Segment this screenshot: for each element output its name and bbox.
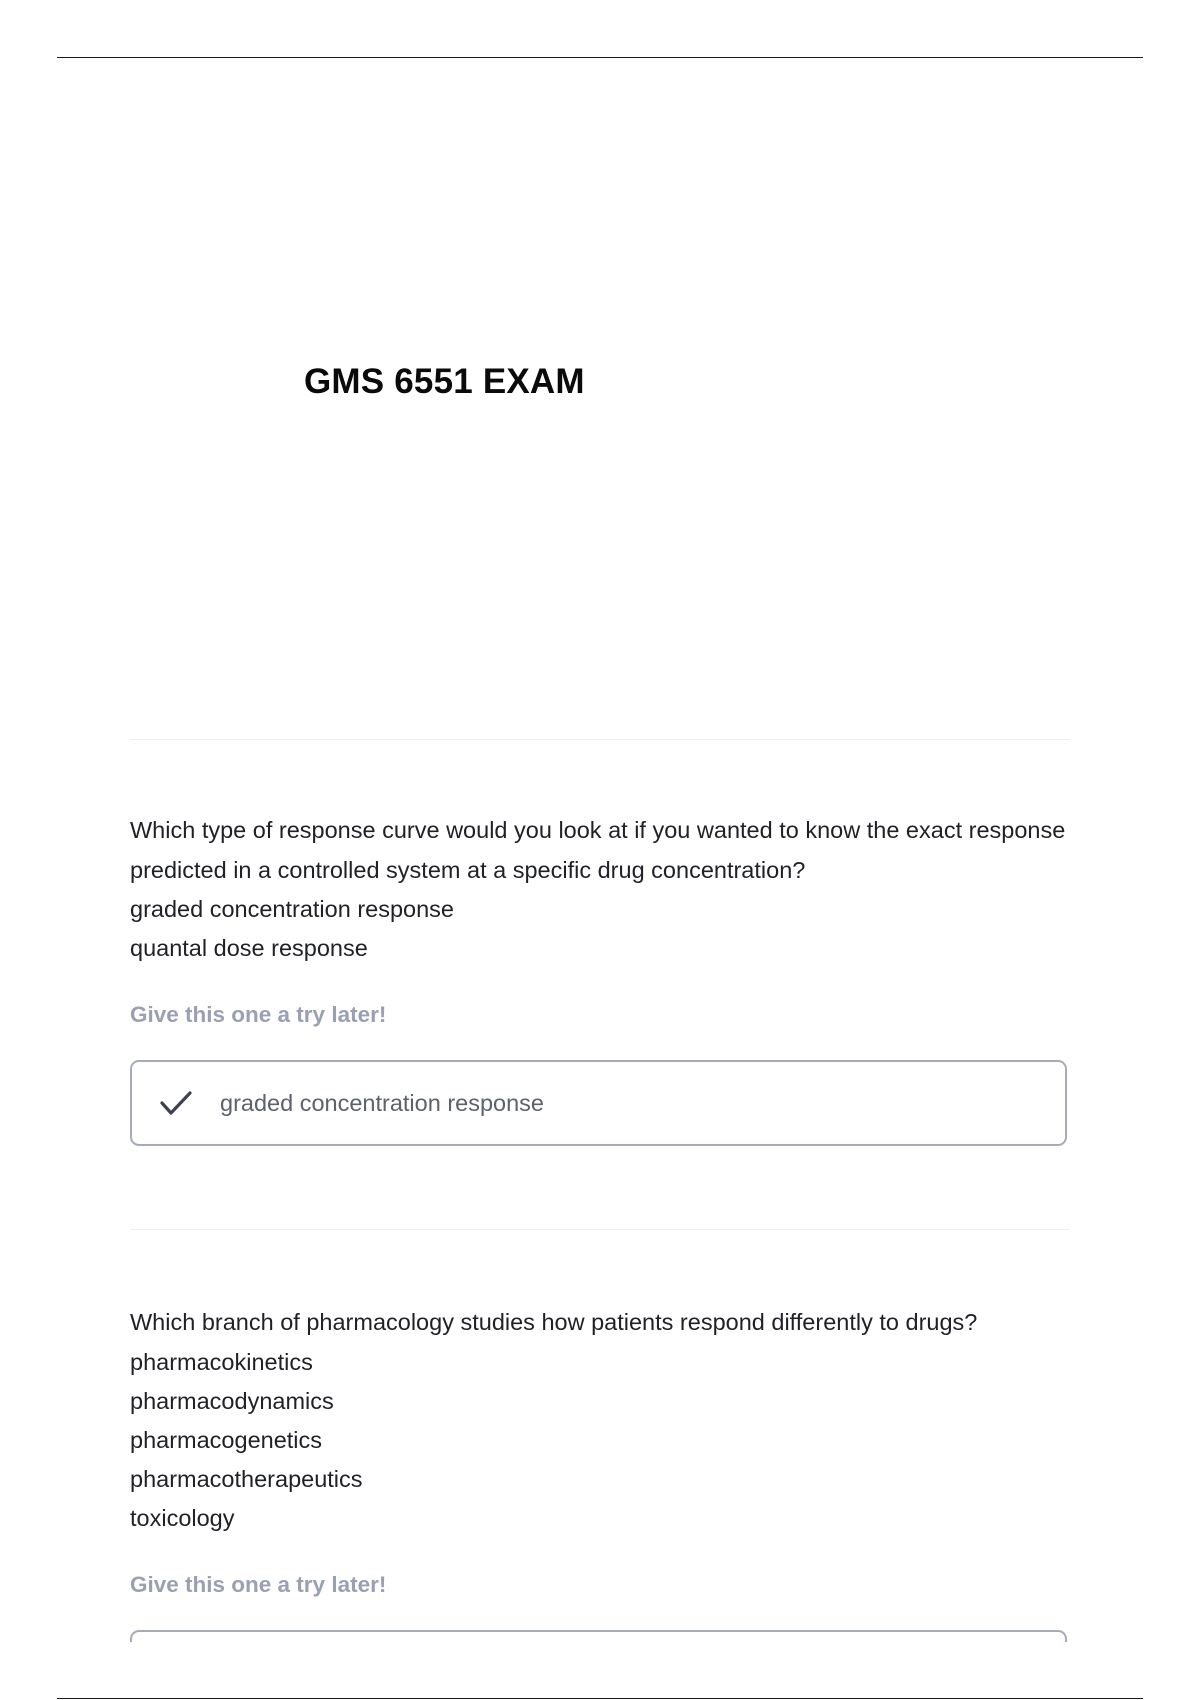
option-item: pharmacotherapeutics [130,1465,363,1492]
section-divider [130,1229,1070,1230]
section-divider [130,739,1070,740]
option-item: quantal dose response [130,935,368,961]
page-top-rule [57,57,1143,58]
answer-box [130,1060,1067,1146]
try-later-label[interactable]: Give this one a try later! [130,1002,387,1027]
option-item: pharmacokinetics [130,1348,313,1375]
option-item: toxicology [130,1504,235,1531]
check-icon [158,1085,194,1121]
question-text: Which branch of pharmacology studies how patients respond differently to drugs? [130,1309,978,1335]
option-item: graded concentration response [130,896,454,922]
question-card-2 [130,1303,1070,1642]
options-list [130,890,1070,968]
document-title: GMS 6551 EXAM [304,362,585,401]
page-bottom-rule [57,1698,1143,1699]
answer-text: graded concentration response [220,1089,544,1116]
question-text: Which type of response curve would you look at if you wanted to know the exact response predicted in a controlled system at a specific drug concentration? [130,817,1066,883]
option-item: pharmacodynamics [130,1387,334,1414]
answer-box [130,1630,1067,1642]
options-list [130,1343,1070,1538]
try-later-label[interactable]: Give this one a try later! [130,1571,387,1597]
option-item: pharmacogenetics [130,1426,323,1453]
question-card-1 [130,811,1070,1146]
